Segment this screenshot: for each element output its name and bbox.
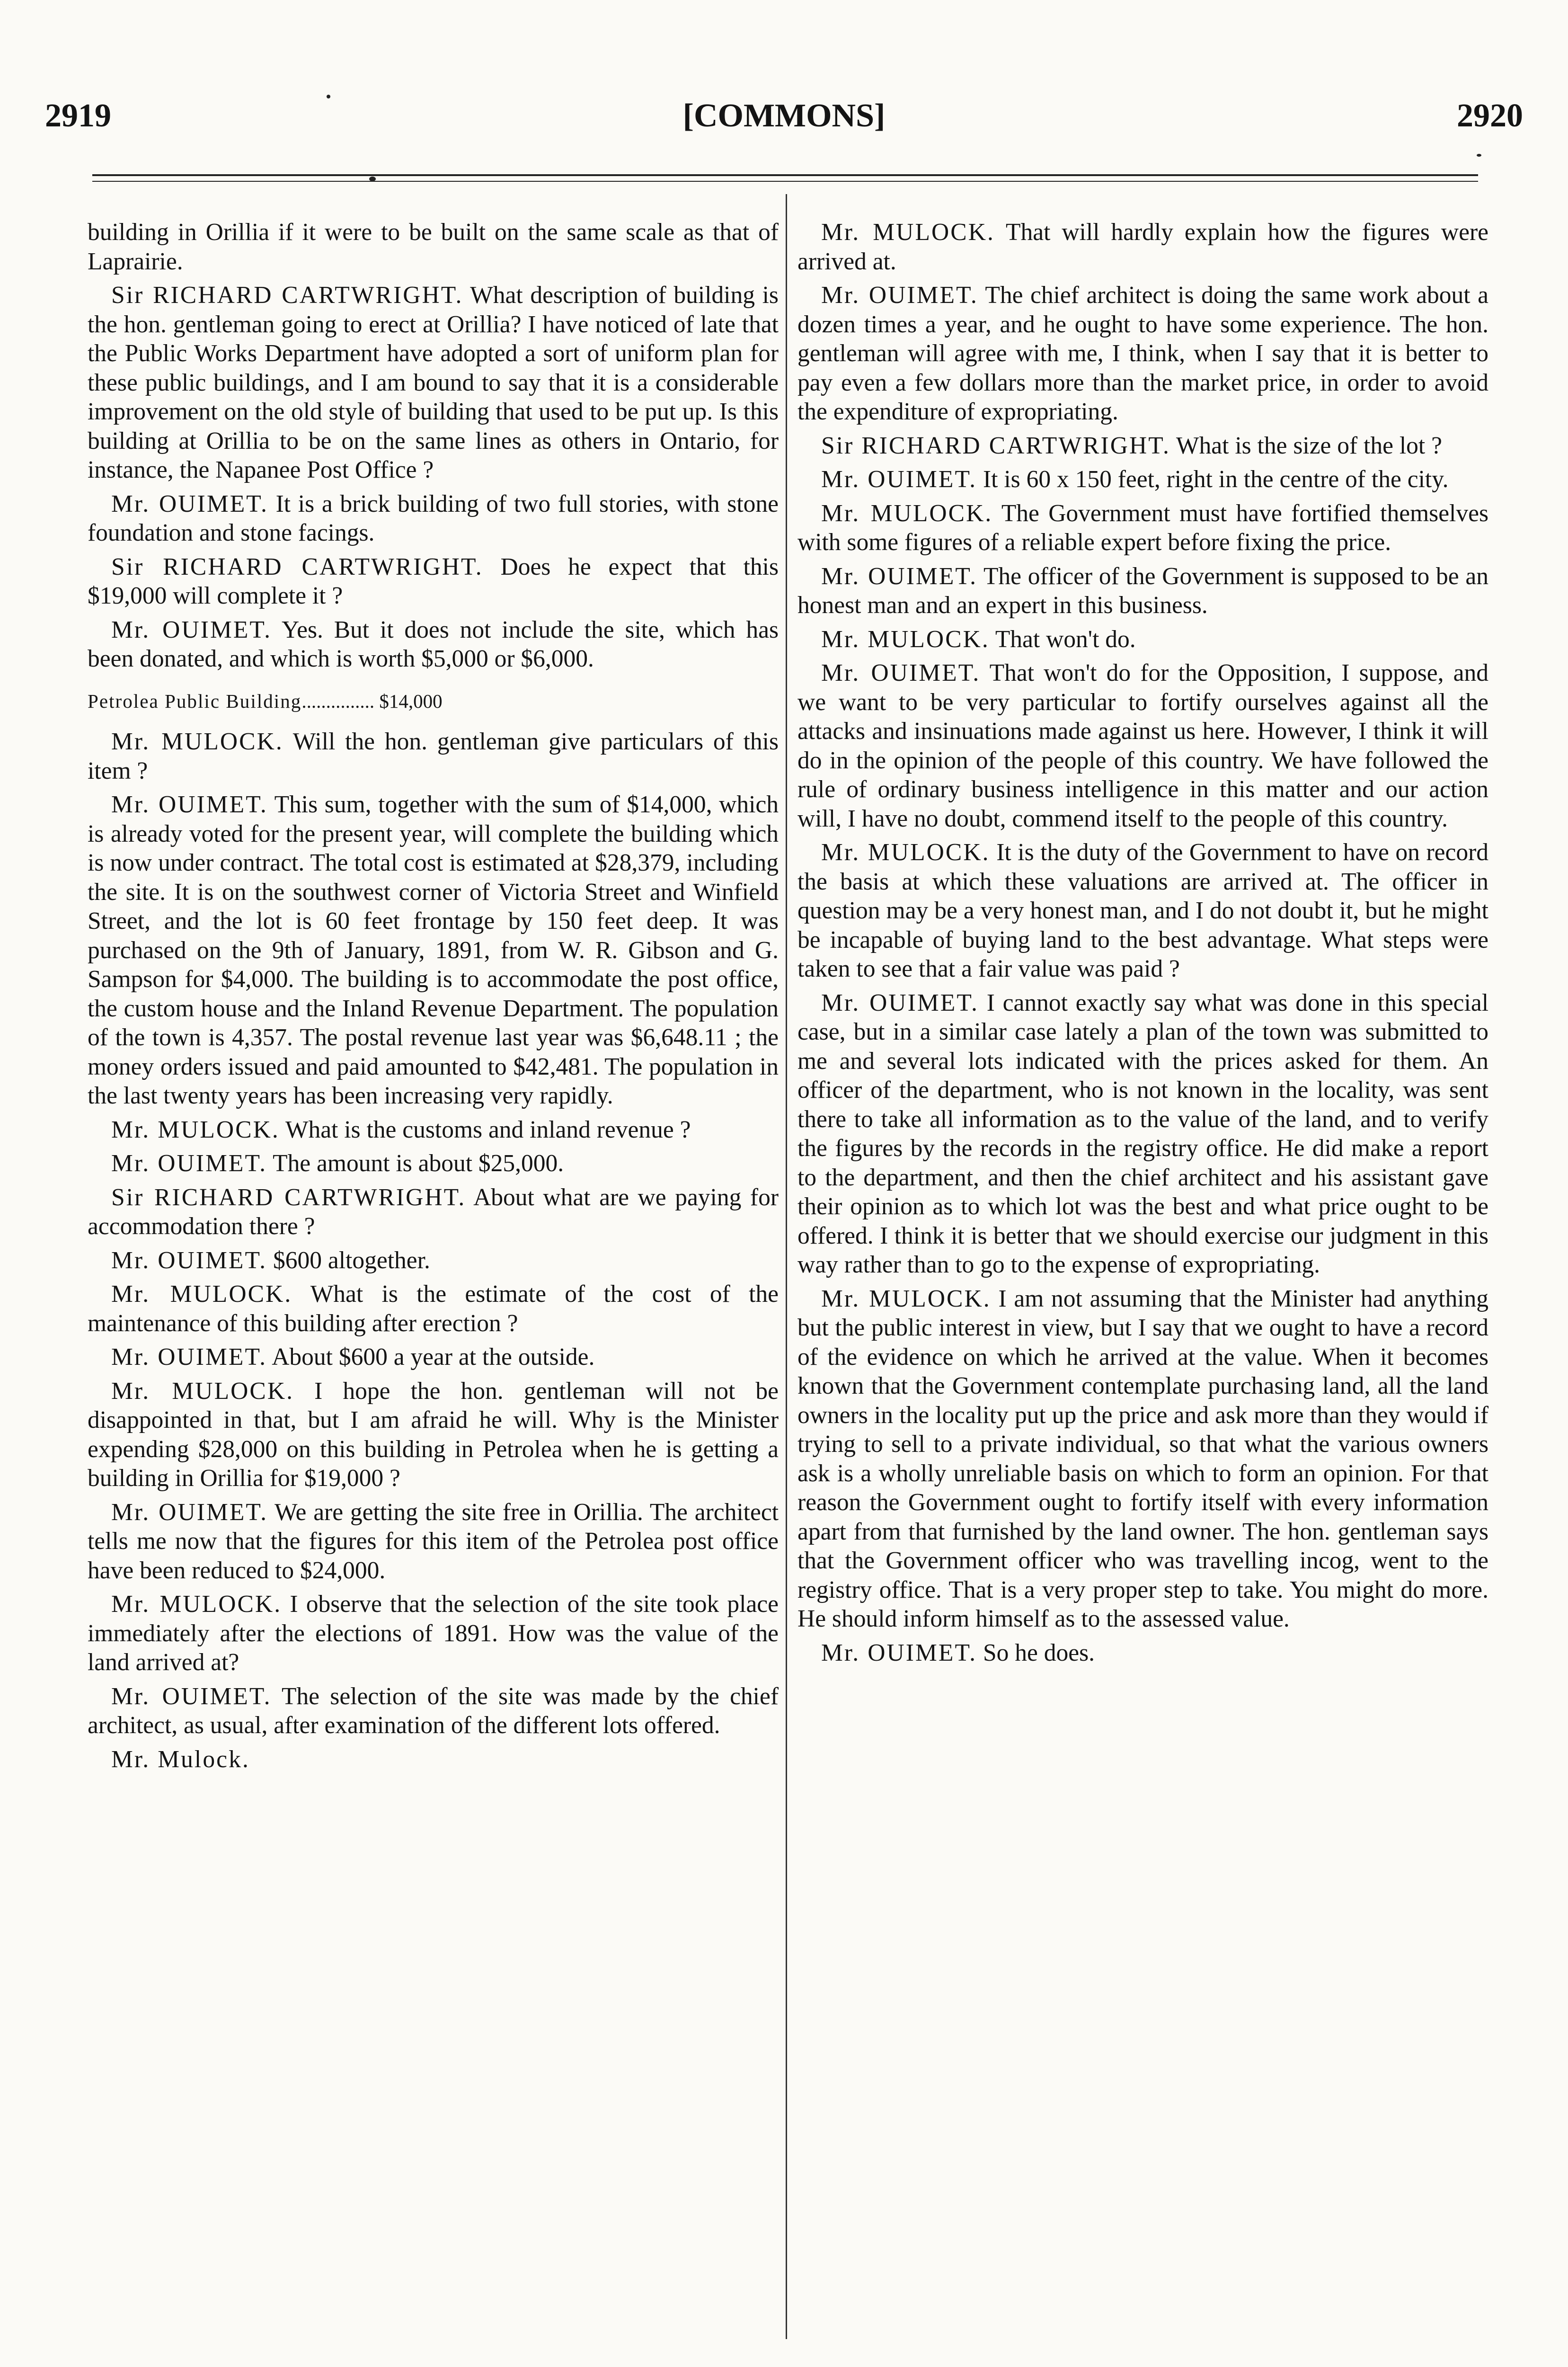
speech-paragraph xyxy=(797,218,1488,276)
print-speck xyxy=(1477,154,1481,157)
speech-paragraph xyxy=(797,431,1488,461)
estimate-item-line xyxy=(88,687,779,716)
right-column xyxy=(797,218,1488,1672)
speech-text: About what are we paying for accommodation there ? xyxy=(88,1184,779,1240)
speech-text: About $600 a year at the outside. xyxy=(272,1344,595,1370)
speech-text: That will hardly explain how the figures were arrived at. xyxy=(797,219,1488,275)
speech-paragraph xyxy=(88,1149,779,1178)
speaker-name: Mr. MULOCK. xyxy=(111,1377,294,1405)
speech-paragraph xyxy=(797,499,1488,557)
speech-paragraph xyxy=(88,281,779,485)
speaker-name: Mr. OUIMET. xyxy=(821,562,978,590)
speaker-name: Mr. MULOCK. xyxy=(821,499,993,527)
header-rule-bottom xyxy=(92,181,1478,182)
speech-paragraph xyxy=(797,562,1488,620)
speech-text: So he does. xyxy=(983,1639,1095,1666)
speech-paragraph xyxy=(797,1638,1488,1668)
speech-text: $600 altogether. xyxy=(273,1246,430,1274)
speech-text: The officer of the Government is supposed to be an honest man and an expert in this business. xyxy=(797,562,1489,619)
speech-text: The Government must have fortified themselves with some figures of a reliable expert before fixing the price. xyxy=(797,499,1489,556)
speech-text: That won't do for the Opposition, I suppose, and we want to be very particular to fortify ourselves against all the attacks and insinuations made against us here. However, I think it will do in the opinion of the people of this country. We have followed the rule of ordinary business intelligence in this matter and our action will, I have no doubt, commend itself to the people of this country. xyxy=(797,659,1488,832)
speech-text: I hope the hon. gentleman will not be disappointed in that, but I am afraid he will. Why is the Minister expending $28,000 on this building in Petrolea when he is getting a building in Orillia for $19,000 ? xyxy=(88,1377,779,1492)
speech-text: Does he expect that this $19,000 will complete it ? xyxy=(88,553,779,609)
speech-paragraph xyxy=(88,1343,779,1372)
speech-text: It is the duty of the Government to have on record the basis at which these valuations are arrived at. The officer in question may be a very honest man, and I do not doubt it, but he might be incapable of buying land to the best advantage. What steps were taken to see that a fair value was paid ? xyxy=(797,839,1489,982)
item-label: Petrolea Public Building xyxy=(88,690,302,712)
speech-paragraph xyxy=(88,1377,779,1493)
speaker-name: Mr. MULOCK. xyxy=(821,219,995,246)
speech-paragraph xyxy=(797,838,1488,984)
speaker-name: Mr. MULOCK. xyxy=(821,625,990,653)
speech-paragraph xyxy=(797,988,1488,1280)
item-leader-dots: ............... xyxy=(301,690,375,712)
speech-text: What is the size of the lot ? xyxy=(1176,432,1442,459)
page-number-left: 2919 xyxy=(45,98,111,134)
page-header xyxy=(45,97,1523,149)
speech-paragraph xyxy=(88,727,779,785)
speaker-name: Mr. MULOCK. xyxy=(111,728,283,755)
speaker-name: Mr. Mulock. xyxy=(111,1745,250,1773)
speaker-name: Mr. OUIMET. xyxy=(111,490,268,517)
speaker-name: Sir RICHARD CARTWRIGHT. xyxy=(111,553,483,580)
speech-paragraph xyxy=(88,1682,779,1740)
speech-paragraph xyxy=(88,552,779,611)
speech-paragraph xyxy=(88,1498,779,1585)
speaker-name: Mr. OUIMET. xyxy=(821,466,977,493)
speaker-name: Mr. MULOCK. xyxy=(111,1116,280,1143)
speaker-name: Mr. OUIMET. xyxy=(111,1150,267,1177)
speech-paragraph xyxy=(88,1745,779,1774)
speaker-name: Sir RICHARD CARTWRIGHT. xyxy=(111,282,463,309)
speech-text: I cannot exactly say what was done in this special case, but in a similar case lately a plan of the town was submitted to me and several lots indicated with the prices asked for them. An officer of the department, who is not known in the locality, was sent there to take all information as to the value of the land, and to verify the figures by the records in the registry office. He did make a report to the department, and then the chief architect and his assistant gave their opinion as to which lot was the best and what price ought to be offered. I think it is better that we should exercise our judgment in this way rather than to go to the expense of expropriating. xyxy=(797,989,1489,1278)
speech-text: Will the hon. gentleman give particulars of this item ? xyxy=(88,728,779,784)
speaker-name: Mr. OUIMET. xyxy=(821,1639,977,1666)
speaker-name: Mr. OUIMET. xyxy=(821,282,978,309)
speaker-name: Mr. OUIMET. xyxy=(821,659,981,686)
speaker-name: Mr. OUIMET. xyxy=(111,1682,272,1710)
continued-paragraph: building in Orillia if it were to be built on the same scale as that of Laprairie. xyxy=(88,219,779,275)
speech-paragraph xyxy=(88,790,779,1111)
speaker-name: Mr. MULOCK. xyxy=(111,1281,292,1308)
speech-text: The amount is about $25,000. xyxy=(273,1150,564,1177)
speech-text: The chief architect is doing the same work about a dozen times a year, and he ought to have some experience. The hon. gentleman will agree with me, I think, when I say that it is better to pay even a few dollars more than the market price, in order to avoid the expenditure of expropriating. xyxy=(797,282,1488,425)
speaker-name: Mr. OUIMET. xyxy=(111,1344,267,1370)
speech-text: I am not assuming that the Minister had anything but the public interest in view, but I say that we ought to have a record of the evidence on which he arrived at the value. When it becomes known that the Government contemplate purchasing land, all the land owners in the locality put up the price and ask more than they would if trying to sell to a private individual, so that what the various owners ask is a wholly unreliable basis on which to form an opinion. For that reason the Government ought to fortify itself with every information apart from that furnished by the land owner. The hon. gentleman says that the Government officer who was travelling incog, went to the registry office. That is a very proper step to take. You might do more. He should inform himself as to the assessed value. xyxy=(797,1285,1488,1632)
speaker-name: Mr. MULOCK. xyxy=(821,839,990,866)
speech-text: What is the customs and inland revenue ? xyxy=(285,1116,691,1143)
speech-paragraph xyxy=(797,658,1488,833)
print-speck xyxy=(369,177,376,181)
speech-paragraph xyxy=(88,1115,779,1145)
speech-text: The selection of the site was made by the chief architect, as usual, after examination of the different lots offered. xyxy=(88,1682,779,1739)
speech-paragraph xyxy=(797,1284,1488,1634)
speech-paragraph xyxy=(88,1590,779,1677)
item-amount: $14,000 xyxy=(379,690,443,712)
page-number-right: 2920 xyxy=(1457,98,1523,134)
speaker-name: Mr. MULOCK. xyxy=(111,1591,282,1618)
speech-paragraph xyxy=(797,625,1488,654)
speech-text: We are getting the site free in Orillia. The architect tells me now that the figures for this item of the Petrolea post office have been reduced to $24,000. xyxy=(88,1498,779,1584)
speech-text: Yes. But it does not include the site, which has been donated, and which is worth $5,000 or $6,000. xyxy=(88,616,779,672)
speaker-name: Mr. OUIMET. xyxy=(111,616,272,643)
left-column xyxy=(88,218,779,1779)
speech-paragraph xyxy=(88,489,779,548)
speech-text: What is the estimate of the cost of the maintenance of this building after erection ? xyxy=(88,1281,779,1337)
speaker-name: Sir RICHARD CARTWRIGHT. xyxy=(821,432,1170,459)
print-speck xyxy=(327,95,330,98)
speech-text: This sum, together with the sum of $14,000, which is already voted for the present year, will complete the building which is now under contract. The total cost is estimated at $28,379, including the site. It is on the southwest corner of Victoria Street and Winfield Street, and the lot is 60 feet frontage by 150 feet deep. It was purchased on the 9th of January, 1891, from W. R. Gibson and G. Sampson for $4,000. The building is to accommodate the post office, the custom house and the Inland Revenue Department. The population of the town is 4,357. The postal revenue last year was $6,648.11 ; the money orders issued and paid amounted to $42,481. The population in the last twenty years has been increasing very rapidly. xyxy=(88,791,779,1109)
speech-text: It is 60 x 150 feet, right in the centre of the city. xyxy=(983,466,1449,493)
speaker-name: Mr. OUIMET. xyxy=(111,1498,268,1526)
speech-text: That won't do. xyxy=(995,625,1136,653)
speech-text: I observe that the selection of the site took place immediately after the elections of 1891. How was the value of the land arrived at? xyxy=(88,1591,779,1676)
section-title: [COMMONS] xyxy=(682,98,886,134)
speaker-name: Sir RICHARD CARTWRIGHT. xyxy=(111,1184,466,1211)
speech-paragraph xyxy=(88,1183,779,1241)
speaker-name: Mr. OUIMET. xyxy=(111,1246,267,1274)
speaker-name: Mr. OUIMET. xyxy=(111,791,268,818)
header-rule-top xyxy=(92,174,1478,176)
speech-paragraph xyxy=(88,1246,779,1275)
speech-text: What description of building is the hon. gentleman going to erect at Orillia? I have noticed of late that the Public Works Department have adopted a sort of uniform plan for these public buildings, and I am bound to say that it is a considerable improvement on the old style of building that used to be put up. Is this building at Orillia to be on the same lines as others in Ontario, for instance, the Napanee Post Office ? xyxy=(88,282,779,483)
speech-paragraph xyxy=(88,1280,779,1338)
column-divider xyxy=(786,194,787,2339)
speech-paragraph xyxy=(797,465,1488,494)
speaker-name: Mr. MULOCK. xyxy=(821,1285,991,1312)
speech-paragraph xyxy=(88,615,779,674)
speech-text: It is a brick building of two full stories, with stone foundation and stone facings. xyxy=(88,490,779,546)
speaker-name: Mr. OUIMET. xyxy=(821,989,979,1016)
speech-paragraph xyxy=(797,281,1488,427)
